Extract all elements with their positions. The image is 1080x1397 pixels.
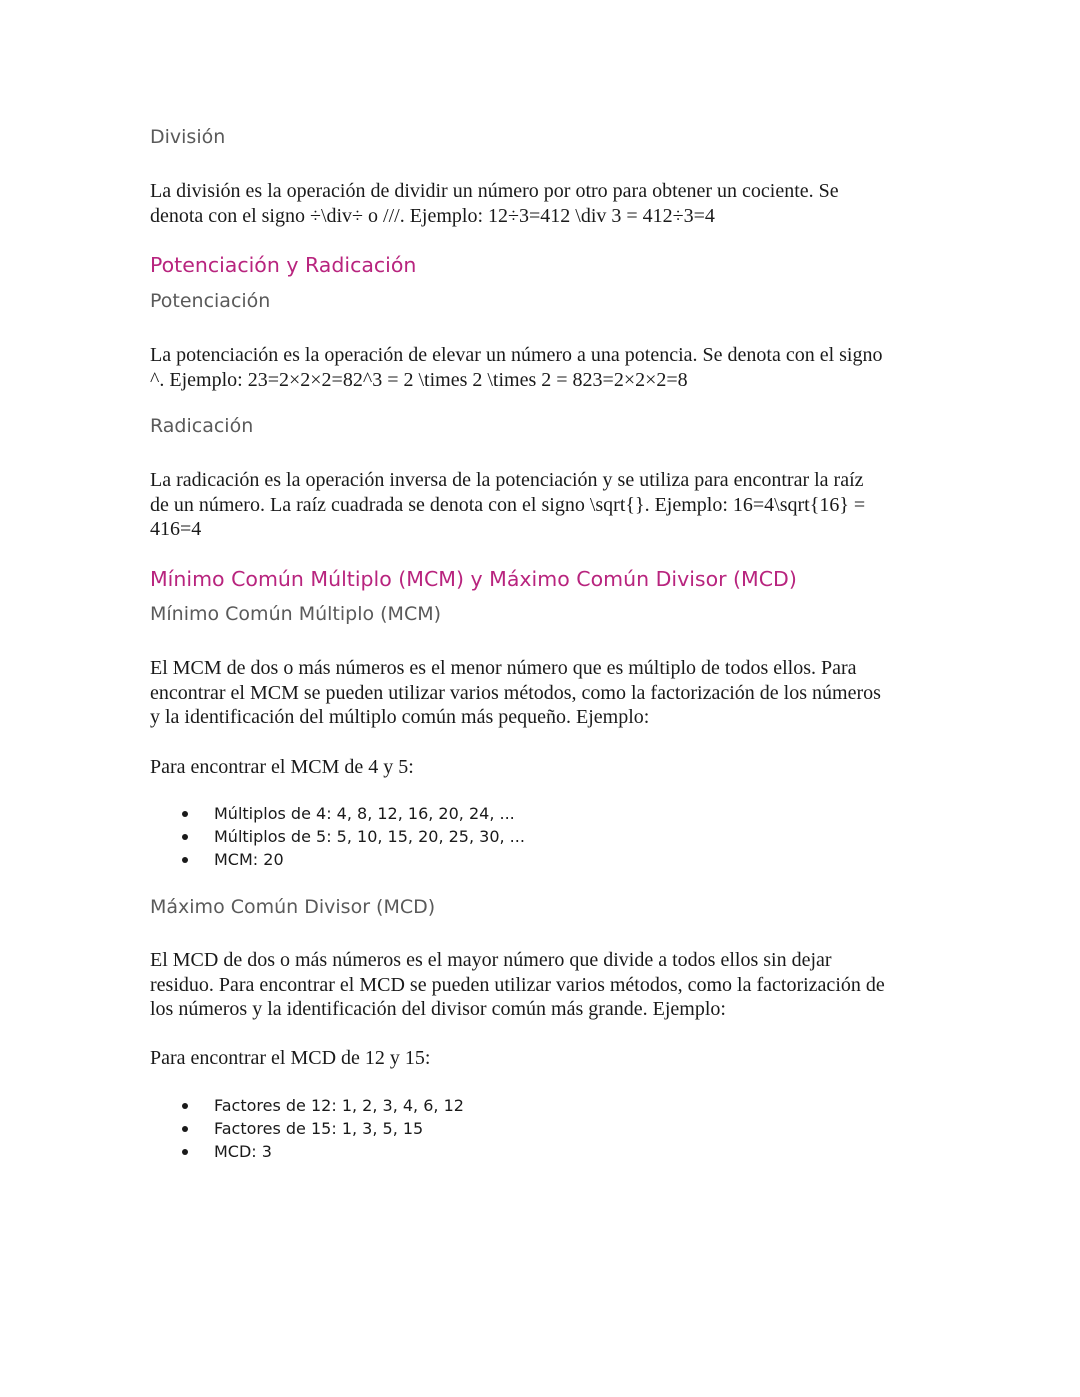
list-mcd	[182, 1094, 464, 1163]
paragraph-mcm	[150, 656, 881, 730]
text-line: 416=4	[150, 518, 202, 540]
text-line: El MCM de dos o más números es el menor número que es múltiplo de todos ellos. Para	[150, 657, 857, 679]
heading-mcm: Mínimo Común Múltiplo (MCM)	[150, 603, 442, 625]
text-line: los números y la identificación del divisor común más grande. Ejemplo:	[150, 998, 726, 1020]
list-item	[182, 825, 525, 848]
bullet-icon	[182, 811, 188, 817]
list-item-text: Factores de 15: 1, 3, 5, 15	[214, 1119, 424, 1138]
list-item-text: Múltiplos de 5: 5, 10, 15, 20, 25, 30, ...	[214, 827, 525, 846]
heading-radicacion: Radicación	[150, 415, 254, 437]
text-line: de un número. La raíz cuadrada se denota con el signo \sqrt{}. Ejemplo: 16=4\sqrt{16} =	[150, 493, 866, 516]
list-item-text: Factores de 12: 1, 2, 3, 4, 6, 12	[214, 1096, 464, 1115]
bullet-icon	[182, 857, 188, 863]
text-line: ^. Ejemplo: 23=2×2×2=82^3 = 2 \times 2 \times 2 = 823=2×2×2=8	[150, 368, 688, 391]
bullet-icon	[182, 1103, 188, 1109]
list-item	[182, 848, 525, 871]
text-line: La radicación es la operación inversa de la potenciación y se utiliza para encontrar la raíz	[150, 469, 864, 491]
heading-potenciacion: Potenciación	[150, 290, 271, 312]
text-line: residuo. Para encontrar el MCD se pueden utilizar varios métodos, como la factorización de	[150, 973, 885, 996]
heading-mcm-mcd: Mínimo Común Múltiplo (MCM) y Máximo Común Divisor (MCD)	[150, 567, 797, 591]
list-item-text: MCD: 3	[214, 1142, 272, 1161]
paragraph-potenciacion	[150, 343, 883, 392]
example-intro-mcm: Para encontrar el MCM de 4 y 5:	[150, 756, 414, 778]
list-mcm	[182, 802, 525, 871]
paragraph-mcd	[150, 948, 885, 1022]
list-item	[182, 1094, 464, 1117]
text-line: denota con el signo ÷\div÷ o ///. Ejemplo: 12÷3=412 \div 3 = 412÷3=4	[150, 204, 715, 227]
text-line: y la identificación del múltiplo común más pequeño. Ejemplo:	[150, 706, 650, 728]
list-item	[182, 1117, 464, 1140]
paragraph-division	[150, 179, 839, 228]
bullet-icon	[182, 1149, 188, 1155]
text-line: La potenciación es la operación de elevar un número a una potencia. Se denota con el signo	[150, 344, 883, 366]
text-line: El MCD de dos o más números es el mayor número que divide a todos ellos sin dejar	[150, 949, 832, 971]
text-line: La división es la operación de dividir un número por otro para obtener un cociente. Se	[150, 180, 839, 202]
list-item-text: Múltiplos de 4: 4, 8, 12, 16, 20, 24, ...	[214, 804, 515, 823]
bullet-icon	[182, 1126, 188, 1132]
list-item-text: MCM: 20	[214, 850, 284, 869]
list-item	[182, 1140, 464, 1163]
list-item	[182, 802, 525, 825]
paragraph-radicacion	[150, 468, 865, 542]
bullet-icon	[182, 834, 188, 840]
heading-division: División	[150, 126, 226, 148]
heading-mcd: Máximo Común Divisor (MCD)	[150, 896, 436, 918]
example-intro-mcd: Para encontrar el MCD de 12 y 15:	[150, 1047, 431, 1069]
heading-potenciacion-radicacion: Potenciación y Radicación	[150, 253, 417, 277]
text-line: encontrar el MCM se pueden utilizar varios métodos, como la factorización de los números	[150, 681, 881, 704]
